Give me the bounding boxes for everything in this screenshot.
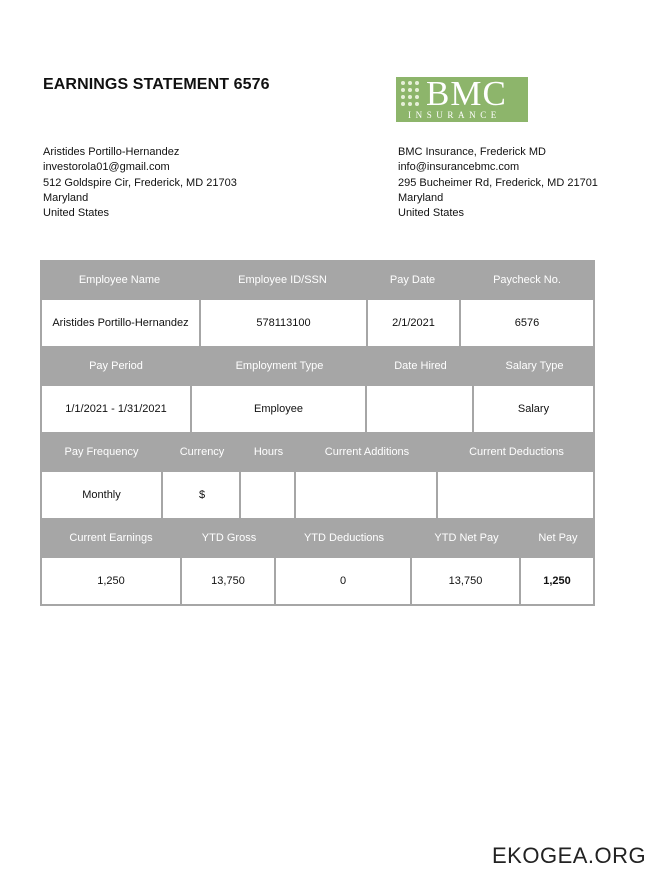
employer-country: United States (398, 207, 465, 220)
header-current-additions: Current Additions (324, 446, 410, 458)
employee-address (43, 145, 237, 221)
employer-name: BMC Insurance, Frederick MD (398, 146, 546, 158)
employee-street: 512 Goldspire Cir, Frederick, MD 21703 (43, 176, 237, 189)
value-net-pay: 1,250 (543, 575, 571, 587)
header-net-pay: Net Pay (538, 532, 578, 544)
employee-email: investorola01@gmail.com (43, 161, 170, 174)
value-salary-type: Salary (517, 403, 550, 415)
value-pay-frequency: Monthly (42, 472, 163, 518)
value-current-additions (296, 472, 438, 518)
employee-info-table (40, 260, 595, 346)
table-header-row (40, 518, 595, 558)
employer-state: Maryland (398, 191, 444, 204)
value-employee-id: 578113100 (201, 300, 368, 346)
value-pay-date: 2/1/2021 (368, 300, 461, 346)
table-header-row (40, 432, 595, 472)
pay-details-table (40, 432, 595, 518)
employee-name: Aristides Portillo-Hernandez (43, 146, 180, 158)
value-hours (241, 472, 296, 518)
value-ytd-net-pay: 13,750 (412, 558, 521, 604)
value-ytd-deductions: 0 (276, 558, 412, 604)
ekogea-watermark (492, 843, 646, 869)
header-ytd-net-pay: YTD Net Pay (434, 532, 499, 544)
footer-tld: .ORG (587, 843, 646, 868)
header-employee-id: Employee ID/SSN (238, 274, 327, 286)
earnings-table (40, 518, 595, 606)
header-employee-name: Employee Name (78, 274, 161, 286)
header-pay-frequency: Pay Frequency (64, 446, 139, 458)
header-pay-date: Pay Date (389, 274, 436, 286)
table-value-row (40, 472, 595, 518)
header-hours: Hours (253, 446, 284, 458)
statement-title: EARNINGS STATEMENT 6576 (43, 76, 270, 93)
table-header-row (40, 260, 595, 300)
value-current-earnings: 1,250 (42, 558, 182, 604)
table-value-row (40, 558, 595, 606)
value-date-hired (367, 386, 474, 432)
header-paycheck-no: Paycheck No. (493, 274, 561, 286)
footer-brand: EKOGEA (492, 843, 588, 868)
value-employment-type: Employee (192, 386, 367, 432)
header-current-earnings: Current Earnings (69, 532, 153, 544)
table-header-row (40, 346, 595, 386)
table-value-row (40, 386, 595, 432)
value-paycheck-no: 6576 (514, 317, 540, 329)
header-ytd-gross: YTD Gross (201, 532, 257, 544)
header-ytd-deductions: YTD Deductions (303, 532, 385, 544)
employer-street: 295 Bucheimer Rd, Frederick, MD 21701 (398, 176, 598, 189)
value-currency: $ (163, 472, 241, 518)
logo-sub-text: INSURANCE (408, 110, 501, 120)
header-salary-type: Salary Type (505, 360, 564, 372)
employment-info-table (40, 346, 595, 432)
header-date-hired: Date Hired (394, 360, 447, 372)
table-value-row (40, 300, 595, 346)
header-current-deductions: Current Deductions (469, 446, 564, 458)
logo-dots-icon (401, 81, 423, 107)
header-currency: Currency (179, 446, 225, 458)
employer-email: info@insurancebmc.com (398, 161, 520, 174)
value-current-deductions (438, 472, 593, 518)
header-pay-period: Pay Period (89, 360, 143, 372)
value-ytd-gross: 13,750 (182, 558, 276, 604)
header-employment-type: Employment Type (235, 360, 324, 372)
employee-country: United States (43, 207, 110, 220)
value-pay-period: 1/1/2021 - 1/31/2021 (42, 386, 192, 432)
employer-address (398, 145, 598, 221)
employee-state: Maryland (43, 191, 89, 204)
bmc-insurance-logo (396, 74, 528, 122)
value-employee-name: Aristides Portillo-Hernandez (42, 300, 201, 346)
logo-brand-text: BMC (426, 74, 507, 113)
